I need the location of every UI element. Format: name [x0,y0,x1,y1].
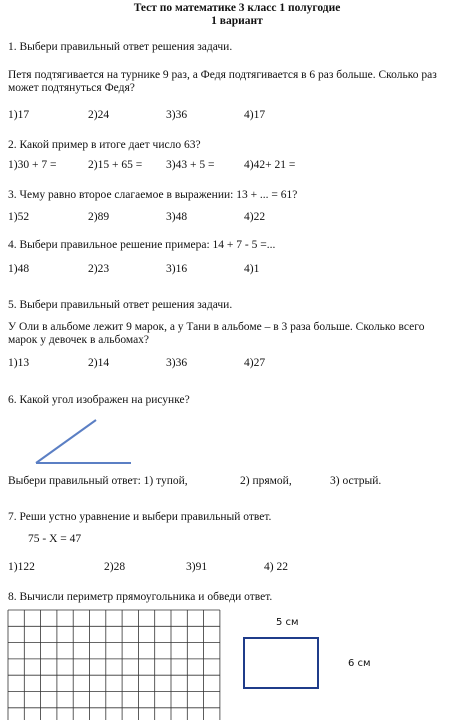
q3-option-3[interactable]: 3)48 [166,211,188,223]
q3-option-4[interactable]: 4)22 [244,211,266,223]
q5-option-4[interactable]: 4)27 [244,357,266,369]
q6-prompt: 6. Какой угол изображен на рисунке? [8,394,190,406]
q2-option-4[interactable]: 4)42+ 21 = [244,159,296,171]
q7-option-3[interactable]: 3)91 [186,561,208,573]
q8-prompt: 8. Вычисли периметр прямоугольника и обведи ответ. [8,591,273,603]
q4-option-1[interactable]: 1)48 [8,263,30,275]
q3-option-2[interactable]: 2)89 [88,211,110,223]
angle-ray-upper [36,420,96,463]
q1-text-line2: может подтянуться Федя? [8,82,135,94]
q5-option-3[interactable]: 3)36 [166,357,188,369]
q4-option-4[interactable]: 4)1 [244,263,260,275]
q2-option-1[interactable]: 1)30 + 7 = [8,159,57,171]
q6-option-2[interactable]: 2) прямой, [240,475,292,487]
q6-answer-prompt: Выбери правильный ответ: 1) тупой, [8,475,188,487]
q1-option-4[interactable]: 4)17 [244,109,266,121]
perimeter-rectangle [244,638,318,688]
q4-option-3[interactable]: 3)16 [166,263,188,275]
q3-option-1[interactable]: 1)52 [8,211,30,223]
q4-option-2[interactable]: 2)23 [88,263,110,275]
q4-prompt: 4. Выбери правильное решение примера: 14 + 7 - 5 =... [8,239,276,251]
q7-option-4[interactable]: 4) 22 [264,561,288,573]
q1-option-1[interactable]: 1)17 [8,109,30,121]
q5-prompt: 5. Выбери правильный ответ решения задачи. [8,299,233,311]
rectangle-width-label: 5 см [276,617,299,628]
worksheet-title: Тест по математике 3 класс 1 полугодие [133,2,341,14]
q2-prompt: 2. Какой пример в итоге дает число 63? [8,139,201,151]
variant-label: 1 вариант [211,15,263,27]
q2-option-3[interactable]: 3)43 + 5 = [166,159,215,171]
rectangle-height-label: 6 см [348,658,371,669]
q5-option-1[interactable]: 1)13 [8,357,30,369]
q5-text-line1: У Оли в альбоме лежит 9 марок, а у Тани в альбоме – в 3 раза больше. Сколько всего [8,321,425,333]
q6-option-3[interactable]: 3) острый. [330,475,382,487]
q5-option-2[interactable]: 2)14 [88,357,110,369]
q7-equation: 75 - Х = 47 [28,533,82,545]
q7-prompt: 7. Реши устно уравнение и выбери правильный ответ. [8,511,272,523]
q7-option-1[interactable]: 1)122 [8,561,35,573]
q1-text-line1: Петя подтягивается на турнике 9 раз, а Федя подтягивается в 6 раз больше. Сколько раз [8,69,437,81]
q1-prompt: 1. Выбери правильный ответ решения задачи. [8,41,233,53]
q3-prompt: 3. Чему равно второе слагаемое в выражении: 13 + ... = 61? [8,189,298,201]
q1-option-3[interactable]: 3)36 [166,109,188,121]
q2-option-2[interactable]: 2)15 + 65 = [88,159,143,171]
q5-text-line2: марок у девочек в альбомах? [8,334,150,346]
q7-option-2[interactable]: 2)28 [104,561,126,573]
q1-option-2[interactable]: 2)24 [88,109,110,121]
